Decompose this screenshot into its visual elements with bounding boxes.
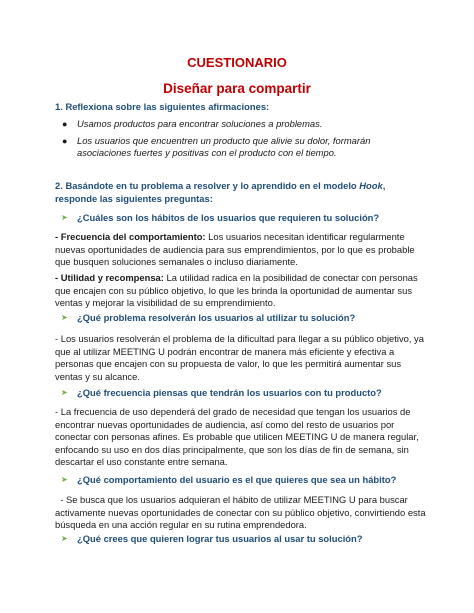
section2-heading: [55, 180, 429, 205]
bullet-icon: ●: [62, 119, 68, 129]
q2-answer: - Los usuarios resolverán el problema de la dificultad para llegar a su público objetivo, ya que al utilizar MEETING U podrán encontrar de manera más eficiente y efectiva a personas que encajen con su propuesta de valor, lo que les permitirá aumentar sus ventas y su alcance.: [55, 333, 424, 382]
section1-heading-text: Reflexiona sobre las siguientes afirmaciones:: [65, 101, 270, 112]
section1-number: 1.: [55, 101, 63, 112]
q1-utility-label: - Utilidad y recompensa:: [55, 272, 164, 283]
question-2-text: ¿Qué problema resolverán los usuarios al utilizar tu solución?: [77, 312, 356, 323]
arrow-bullet-icon: ➤: [61, 213, 68, 222]
q4-answer: - Se busca que los usuarios adquieran el hábito de utilizar MEETING U para buscar activamente nuevas oportunidades de conectar con su público objetivo, convirtiendo esta búsqueda en una acción regular en su rutina emprendedora.: [55, 494, 429, 531]
section2-heading-em: Hook: [359, 180, 383, 191]
question-1-text: ¿Cuáles son los hábitos de los usuarios que requieren tu solución?: [77, 212, 380, 223]
q1-utility-text: La utilidad radica en la posibilidad de conectar con personas que encajen con su público objetivo, lo que les brinda la oportunidad de aumentar sus ventas y mejorar la visibilidad de su emprendimiento.: [55, 272, 418, 309]
list-item: [55, 118, 427, 131]
arrow-bullet-icon: ➤: [61, 534, 68, 543]
section2-heading-text-a: Basándote en tu problema a resolver y lo aprendido en el modelo: [65, 180, 360, 191]
q1-paragraph-frequency: [55, 231, 429, 269]
arrow-bullet-icon: ➤: [61, 388, 68, 397]
section1-bullet-list: [55, 118, 427, 160]
question-2: [55, 312, 457, 325]
question-1: [55, 212, 457, 225]
section2-heading-text-b: , responde las siguientes preguntas:: [55, 180, 386, 204]
section1-heading: [55, 101, 427, 114]
question-3-text: ¿Qué frecuencia piensas que tendrán los usuarios con tu producto?: [77, 387, 382, 398]
list-item: [55, 135, 427, 160]
section2-number: 2.: [55, 180, 63, 191]
bullet-icon: ●: [62, 135, 68, 146]
q1-paragraph-utility: [55, 272, 429, 310]
question-5-text: ¿Qué crees que quieren lograr tus usuarios al usar tu solución?: [77, 533, 363, 544]
list-item-text: Los usuarios que encuentren un producto que alivie su dolor, formarán asociaciones fuertes y positivas con el producto con el tiempo.: [77, 134, 371, 159]
q1-frequency-text: Los usuarios necesitan identificar regularmente nuevas oportunidades de audiencia para sus emprendimientos, por lo que es probable que busquen soluciones semanales o incluso diariamente.: [55, 231, 415, 268]
document-subtitle: Diseñar para compartir: [163, 81, 311, 96]
arrow-bullet-icon: ➤: [61, 475, 68, 484]
document-title: CUESTIONARIO: [187, 55, 287, 70]
question-5: [55, 533, 457, 546]
question-3: [55, 387, 457, 400]
q1-frequency-label: - Frecuencia del comportamiento:: [55, 231, 206, 242]
question-4: [55, 474, 457, 487]
arrow-bullet-icon: ➤: [61, 313, 68, 322]
list-item-text: Usamos productos para encontrar soluciones a problemas.: [77, 118, 323, 129]
question-4-text: ¿Qué comportamiento del usuario es el que quieres que sea un hábito?: [77, 474, 397, 485]
q3-answer: - La frecuencia de uso dependerá del grado de necesidad que tengan los usuarios de encontrar nuevas oportunidades de audiencia, así como del resto de usuarios por conectar con personas afines. Es probable que utilicen MEETING U de manera regular, enfocando su uso en dos días principalmente, que son los días de fin de semana, sin descartar el uso constante entre semana.: [55, 406, 419, 468]
